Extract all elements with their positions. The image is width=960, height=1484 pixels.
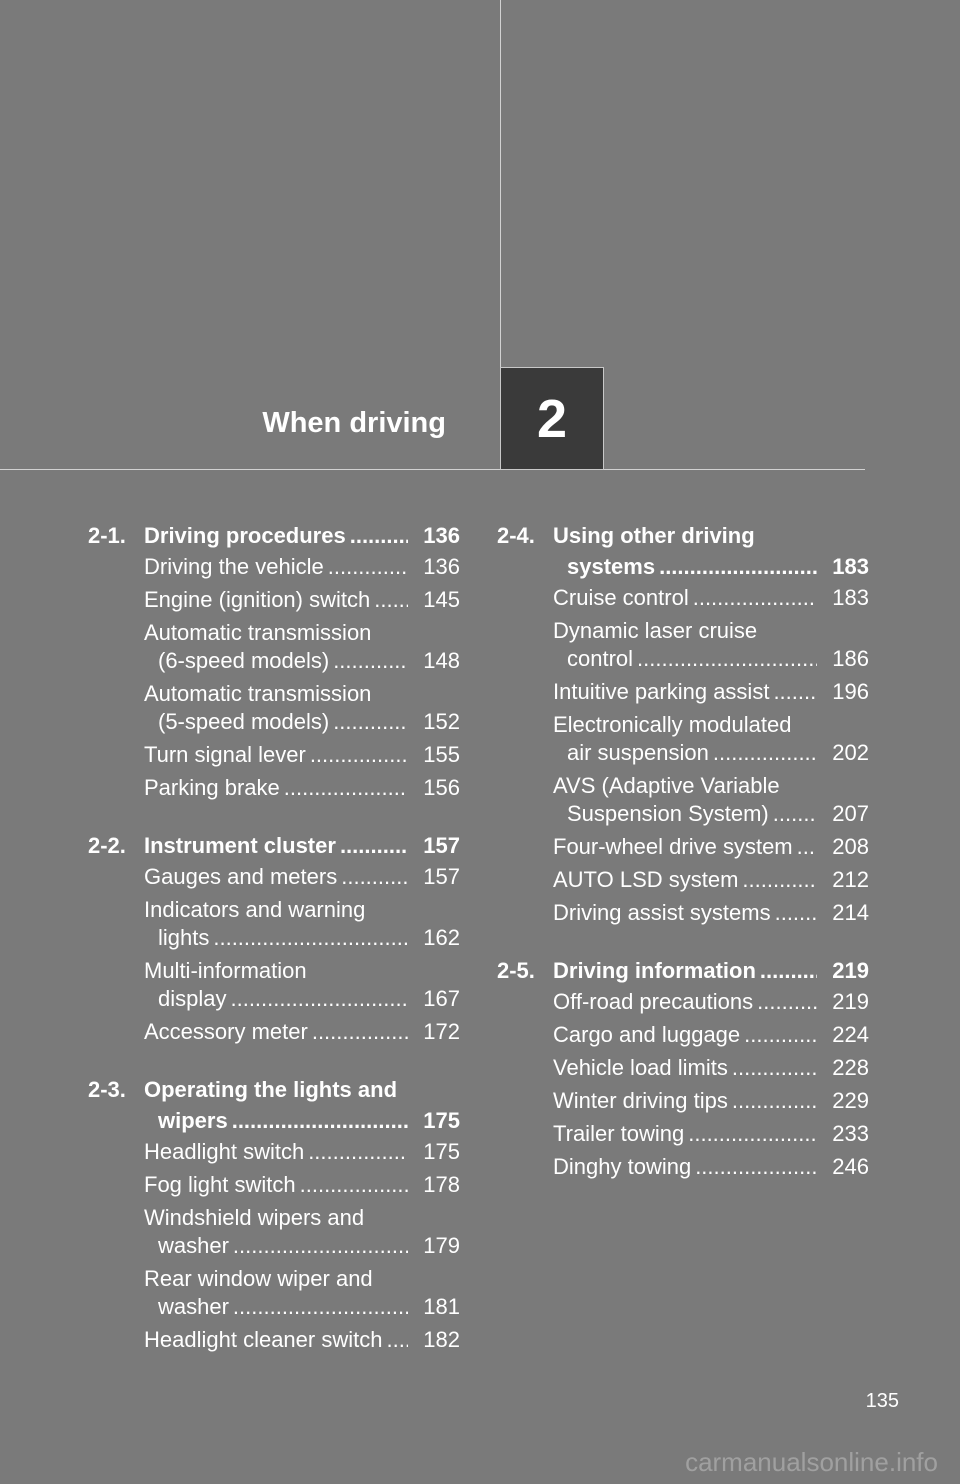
entry-line — [144, 1265, 460, 1293]
toc-entry[interactable] — [553, 899, 869, 927]
toc-section — [88, 830, 460, 1046]
toc-entry[interactable] — [144, 741, 460, 769]
entry-page: 183 — [832, 585, 869, 610]
entry-line — [144, 1204, 460, 1232]
entry-page: 152 — [423, 709, 460, 734]
section-heading[interactable] — [88, 1074, 460, 1136]
entry-text: Trailer towing — [553, 1121, 685, 1146]
toc-left-column — [88, 520, 460, 1382]
dot-leader — [757, 988, 817, 1016]
entry-text: display — [158, 986, 227, 1011]
entry-text: Cargo and luggage — [553, 1022, 741, 1047]
entry-page: 148 — [423, 648, 460, 673]
entry-page: 156 — [423, 775, 460, 800]
entry-text: Vehicle load limits — [553, 1055, 728, 1080]
entry-line — [144, 1293, 460, 1321]
toc-entry[interactable] — [144, 1171, 460, 1199]
entry-line — [553, 988, 869, 1016]
section-title — [144, 520, 460, 551]
section-title-text: wipers — [158, 1108, 228, 1133]
section-number: 2-1. — [88, 523, 126, 548]
dot-leader — [695, 1153, 817, 1181]
section-title-text: Instrument cluster — [144, 833, 336, 858]
section-title-page: 136 — [423, 523, 460, 548]
section-title-text: Using other driving — [553, 523, 755, 548]
toc-entry[interactable] — [144, 1326, 460, 1354]
toc-entry[interactable] — [144, 586, 460, 614]
section-title-line — [553, 551, 869, 582]
entry-line — [144, 1018, 460, 1046]
entry-text: Rear window wiper and — [144, 1266, 373, 1291]
entry-page: 145 — [423, 587, 460, 612]
entry-text: Driving assist systems — [553, 900, 771, 925]
entry-text: (6-speed models) — [158, 648, 330, 673]
entry-text: Off-road precautions — [553, 989, 754, 1014]
entry-line — [553, 617, 869, 645]
dot-leader — [386, 1326, 408, 1354]
entry-text: Driving the vehicle — [144, 554, 324, 579]
dot-leader — [232, 1105, 408, 1136]
entry-text: Intuitive parking assist — [553, 679, 770, 704]
entry-line — [144, 680, 460, 708]
horizontal-divider — [0, 469, 865, 470]
dot-leader — [688, 1120, 817, 1148]
entry-line — [144, 586, 460, 614]
chapter-number: 2 — [536, 388, 568, 449]
dot-leader — [713, 739, 817, 767]
entry-line — [144, 1326, 460, 1354]
toc-section — [497, 955, 869, 1181]
entry-line — [553, 772, 869, 800]
entry-text: Windshield wipers and — [144, 1205, 365, 1230]
entry-line — [144, 553, 460, 581]
toc-entry[interactable] — [553, 833, 869, 861]
dot-leader — [732, 1054, 817, 1082]
toc-entry[interactable] — [553, 678, 869, 706]
entry-text: Headlight switch — [144, 1139, 305, 1164]
entry-line — [553, 1153, 869, 1181]
dot-leader — [233, 1232, 408, 1260]
toc-entry[interactable] — [553, 1054, 869, 1082]
entry-line — [553, 739, 869, 767]
dot-leader — [693, 584, 817, 612]
entry-line — [144, 985, 460, 1013]
dot-leader — [308, 1138, 408, 1166]
entry-page: 229 — [832, 1088, 869, 1113]
section-heading[interactable] — [497, 955, 869, 986]
section-number: 2-5. — [497, 958, 535, 983]
section-title-page: 219 — [832, 958, 869, 983]
toc-section — [497, 520, 869, 927]
entry-page: 224 — [832, 1022, 869, 1047]
entry-line — [553, 584, 869, 612]
toc-section — [88, 1074, 460, 1354]
entry-page: 162 — [423, 925, 460, 950]
entry-line — [144, 957, 460, 985]
entry-text: Dinghy towing — [553, 1154, 692, 1179]
entry-line — [553, 1021, 869, 1049]
entry-line — [144, 1138, 460, 1166]
dot-leader — [230, 985, 408, 1013]
entry-line — [553, 711, 869, 739]
entry-line — [144, 619, 460, 647]
section-title — [553, 520, 869, 582]
entry-page: 246 — [832, 1154, 869, 1179]
dot-leader — [659, 551, 817, 582]
toc-entry[interactable] — [553, 866, 869, 894]
dot-leader — [340, 830, 408, 861]
page-number: 135 — [865, 1390, 899, 1412]
toc-entry[interactable] — [144, 1138, 460, 1166]
entry-line — [553, 1120, 869, 1148]
entry-line — [553, 645, 869, 673]
entry-page: 207 — [832, 801, 869, 826]
section-title-text: Driving procedures — [144, 523, 346, 548]
entry-page: 182 — [423, 1327, 460, 1352]
toc-entry[interactable] — [144, 619, 460, 675]
entry-page: 233 — [832, 1121, 869, 1146]
dot-leader — [773, 800, 817, 828]
toc-entry[interactable] — [553, 711, 869, 767]
toc-section — [88, 520, 460, 802]
section-entries — [497, 584, 869, 927]
section-number: 2-2. — [88, 833, 126, 858]
section-title — [144, 1074, 460, 1136]
entry-page: 196 — [832, 679, 869, 704]
dot-leader — [350, 520, 408, 551]
entry-page: 175 — [423, 1139, 460, 1164]
toc-entry[interactable] — [553, 1021, 869, 1049]
dot-leader — [742, 866, 817, 894]
dot-leader — [797, 833, 817, 861]
entry-text: AUTO LSD system — [553, 867, 739, 892]
entry-text: Multi-information — [144, 958, 307, 983]
dot-leader — [213, 924, 408, 952]
section-heading[interactable] — [497, 520, 869, 582]
section-number: 2-4. — [497, 523, 535, 548]
entry-text: AVS (Adaptive Variable — [553, 773, 780, 798]
section-title-line — [144, 1105, 460, 1136]
entry-page: 214 — [832, 900, 869, 925]
toc-entry[interactable] — [553, 1120, 869, 1148]
entry-page: 181 — [423, 1294, 460, 1319]
dot-leader — [310, 741, 408, 769]
section-title-text: Driving information — [553, 958, 756, 983]
entry-text: Four-wheel drive system — [553, 834, 793, 859]
entry-text: Winter driving tips — [553, 1088, 728, 1113]
section-title-page: 157 — [423, 833, 460, 858]
entry-text: Engine (ignition) switch — [144, 587, 371, 612]
section-title-text: systems — [567, 554, 656, 579]
entry-line — [144, 924, 460, 952]
entry-page: 155 — [423, 742, 460, 767]
section-title-line — [553, 955, 869, 986]
section-title-page: 175 — [423, 1108, 460, 1133]
dot-leader — [773, 678, 817, 706]
section-entries — [88, 863, 460, 1046]
chapter-number-box — [500, 367, 604, 470]
toc-entry[interactable] — [144, 1265, 460, 1321]
dot-leader — [333, 708, 408, 736]
section-title — [553, 955, 869, 986]
entry-page: 136 — [423, 554, 460, 579]
dot-leader — [312, 1018, 408, 1046]
entry-page: 202 — [832, 740, 869, 765]
entry-line — [144, 774, 460, 802]
entry-line — [144, 708, 460, 736]
entry-text: air suspension — [567, 740, 709, 765]
entry-text: Automatic transmission — [144, 620, 372, 645]
section-title-line — [144, 1074, 460, 1105]
entry-text: Fog light switch — [144, 1172, 296, 1197]
entry-page: 178 — [423, 1172, 460, 1197]
entry-page: 228 — [832, 1055, 869, 1080]
dot-leader — [328, 553, 408, 581]
dot-leader — [333, 647, 408, 675]
toc-entry[interactable] — [144, 957, 460, 1013]
entry-page: 212 — [832, 867, 869, 892]
entry-page: 172 — [423, 1019, 460, 1044]
entry-text: Indicators and warning — [144, 897, 366, 922]
toc-entry[interactable] — [144, 1204, 460, 1260]
entry-line — [553, 833, 869, 861]
dot-leader — [760, 955, 817, 986]
toc-entry[interactable] — [553, 1087, 869, 1115]
entry-page: 208 — [832, 834, 869, 859]
dot-leader — [744, 1021, 817, 1049]
toc-entry[interactable] — [553, 988, 869, 1016]
entry-line — [144, 647, 460, 675]
entry-line — [553, 899, 869, 927]
toc-entry[interactable] — [144, 774, 460, 802]
dot-leader — [300, 1171, 408, 1199]
section-title-line — [144, 830, 460, 861]
entry-text: Accessory meter — [144, 1019, 308, 1044]
section-title-line — [553, 520, 869, 551]
entry-text: control — [567, 646, 634, 671]
dot-leader — [374, 586, 408, 614]
watermark: carmanualsonline.info — [685, 1447, 938, 1477]
entry-line — [144, 863, 460, 891]
section-entries — [88, 553, 460, 802]
entry-text: washer — [158, 1294, 229, 1319]
toc-entry[interactable] — [144, 863, 460, 891]
entry-line — [553, 866, 869, 894]
entry-page: 219 — [832, 989, 869, 1014]
entry-text: washer — [158, 1233, 229, 1258]
section-title-text: Operating the lights and — [144, 1077, 398, 1102]
entry-text: Automatic transmission — [144, 681, 372, 706]
entry-text: Turn signal lever — [144, 742, 306, 767]
entry-line — [144, 1171, 460, 1199]
entry-page: 186 — [832, 646, 869, 671]
toc-entry[interactable] — [553, 617, 869, 673]
entry-page: 167 — [423, 986, 460, 1011]
dot-leader — [284, 774, 408, 802]
chapter-title: When driving — [262, 407, 446, 439]
section-entries — [88, 1138, 460, 1354]
toc-entry[interactable] — [144, 553, 460, 581]
entry-text: Parking brake — [144, 775, 280, 800]
entry-line — [553, 678, 869, 706]
section-number: 2-3. — [88, 1077, 126, 1102]
entry-page: 157 — [423, 864, 460, 889]
toc-entry[interactable] — [553, 584, 869, 612]
entry-text: Cruise control — [553, 585, 689, 610]
entry-text: (5-speed models) — [158, 709, 330, 734]
dot-leader — [637, 645, 817, 673]
toc-entry[interactable] — [144, 896, 460, 952]
toc-entry[interactable] — [144, 1018, 460, 1046]
dot-leader — [341, 863, 408, 891]
dot-leader — [775, 899, 817, 927]
toc-right-column — [497, 520, 869, 1209]
entry-text: Electronically modulated — [553, 712, 792, 737]
entry-line — [144, 741, 460, 769]
toc-entry[interactable] — [553, 1153, 869, 1181]
entry-line — [553, 800, 869, 828]
entry-line — [144, 896, 460, 924]
section-title-page: 183 — [832, 554, 869, 579]
section-heading[interactable] — [88, 830, 460, 861]
entry-page: 179 — [423, 1233, 460, 1258]
toc-entry[interactable] — [144, 680, 460, 736]
dot-leader — [233, 1293, 408, 1321]
section-entries — [497, 988, 869, 1181]
entry-text: lights — [158, 925, 210, 950]
toc-entry[interactable] — [553, 772, 869, 828]
entry-text: Dynamic laser cruise — [553, 618, 758, 643]
entry-line — [553, 1087, 869, 1115]
dot-leader — [732, 1087, 817, 1115]
entry-text: Headlight cleaner switch — [144, 1327, 383, 1352]
entry-text: Suspension System) — [567, 801, 769, 826]
section-title-line — [144, 520, 460, 551]
entry-line — [144, 1232, 460, 1260]
section-title — [144, 830, 460, 861]
entry-line — [553, 1054, 869, 1082]
entry-text: Gauges and meters — [144, 864, 338, 889]
section-heading[interactable] — [88, 520, 460, 551]
